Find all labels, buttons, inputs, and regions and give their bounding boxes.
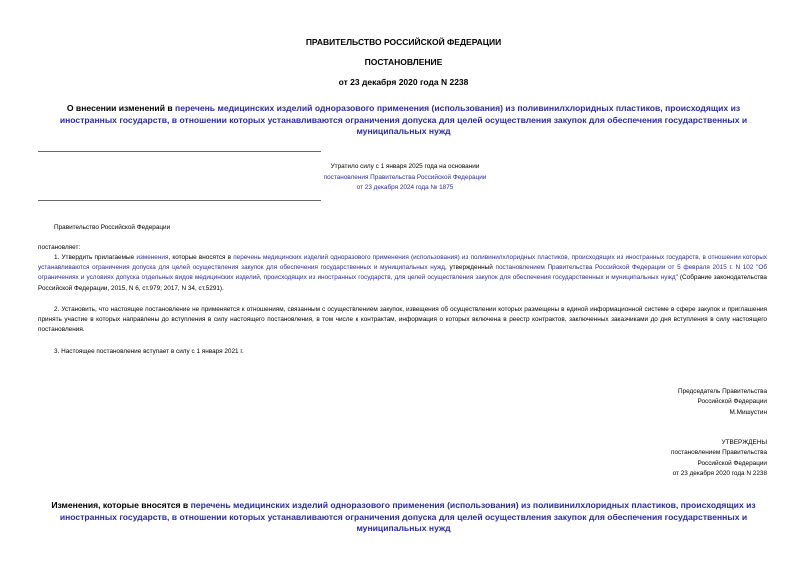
signature-name: М.Мишустин	[729, 408, 767, 416]
title-prefix: О внесении изменений в	[66, 103, 176, 113]
paragraph-2: 2. Установить, что настоящее постановление не применяется к отношениям, связанным с осуществлением закупок, извещения об осуществлении которых размещены в единой информационной системе в сфере закупок и приглашения принять участие в которых направлены до вступления в силу настоящего постановления, в том числе к контрактам, информация о которых включена в реестр контрактов, заключенных заказчиками до дня вступления в силу настоящего постановления.	[38, 306, 767, 334]
government-heading: ПРАВИТЕЛЬСТВО РОССИЙСКОЙ ФЕДЕРАЦИИ	[305, 37, 502, 47]
document-date-number: от 23 декабря 2020 года N 2238	[338, 77, 469, 87]
expiry-note-link[interactable]: постановления Правительства Российской Федерации	[323, 173, 487, 181]
paragraph-1	[38, 253, 767, 294]
approved-country: Российской Федерации	[697, 459, 767, 467]
expiry-note-link-date[interactable]: от 23 декабря 2024 года № 1875	[356, 184, 454, 191]
government-rf: Правительство Российской Федерации	[54, 224, 171, 231]
approved-date: от 23 декабря 2020 года N 2238	[672, 469, 767, 477]
p1-text-d: (Собрание законодательства Российской Федерации, 2015, N 6, ст.979; 2017, N 34, ст.5291).	[38, 274, 767, 292]
annex-title	[40, 500, 767, 535]
paragraph-3: 3. Настоящее постановление вступает в силу с 1 января 2021 г.	[54, 348, 244, 355]
p1-text-c: , утвержденный	[445, 264, 496, 272]
approved-block	[567, 438, 767, 479]
document-type: ПОСТАНОВЛЕНИЕ	[364, 57, 443, 67]
signature-country: Российской Федерации	[697, 398, 767, 406]
p1-link-list[interactable]: перечень медицинских изделий одноразового применения (использования) из поливинилхлоридных пластиков, происходящих из иностранных государств, в отношении которых устанавливаются ограничения допуска для целей осуществления закупок для обеспечения государственных и муниципальных нужд	[38, 254, 768, 272]
annex-title-link[interactable]: перечень медицинских изделий одноразового применения (использования) из поливинилхлоридных пластиков, происходящих из иностранных государств, в отношении которых устанавливаются ограничения допуска для целей осуществления закупок для обеспечения государственных и муниципальных нужд	[59, 500, 756, 533]
p1-text-b: , которые вносятся в	[168, 254, 234, 261]
title-link[interactable]: перечень медицинских изделий одноразового применения (использования) из поливинилхлоридных пластиков, происходящих из иностранных государств, в отношении которых устанавливаются ограничения допуска для целей осуществления закупок для обеспечения государственных и муниципальных нужд	[59, 103, 748, 136]
signature-block	[567, 387, 767, 418]
approved-by: постановлением Правительства	[671, 449, 767, 457]
p1-text-a: 1. Утвердить прилагаемые	[54, 254, 137, 261]
divider-bottom	[38, 200, 321, 201]
p1-link-changes[interactable]: изменения	[136, 254, 169, 261]
expiry-note-line1: Утратило силу с 1 января 2025 года на основании	[330, 163, 480, 170]
divider-top	[38, 151, 321, 152]
annex-title-prefix: Изменения, которые вносятся в	[51, 500, 191, 510]
decrees-label: постановляет:	[38, 244, 81, 251]
expiry-note	[290, 162, 520, 194]
signature-title: Председатель Правительства	[678, 388, 767, 395]
approved-label: УТВЕРЖДЕНЫ	[721, 439, 767, 446]
document-title	[40, 103, 767, 138]
p1-link-decree[interactable]: постановлением Правительства Российской Федерации от 5 февраля 2015 г. N 102 "Об ограничениях и условиях допуска отдельных видов медицинских изделий, происходящих из иностранных государств, для целей осуществления закупок для обеспечения государственных и муниципальных нужд"	[38, 264, 767, 282]
